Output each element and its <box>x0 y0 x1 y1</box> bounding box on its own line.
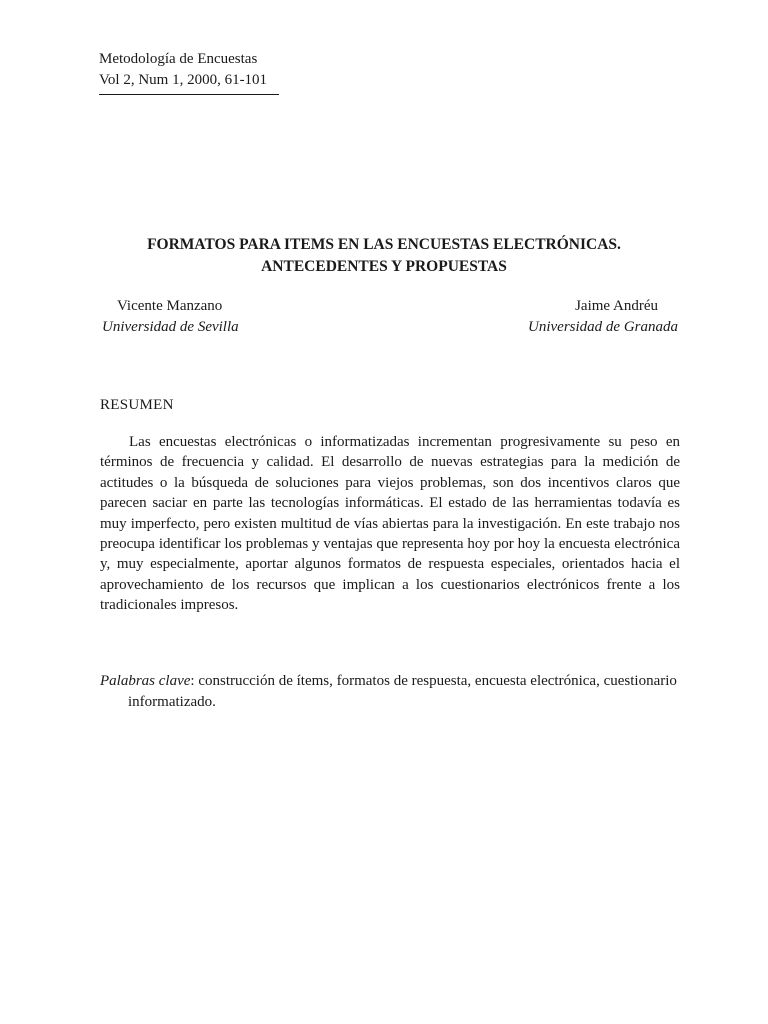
article-title-line-1: FORMATOS PARA ITEMS EN LAS ENCUESTAS ELECTRÓNICAS. <box>147 236 621 253</box>
keywords <box>100 671 708 712</box>
author-block-1 <box>102 296 239 338</box>
article-title-line-2: ANTECEDENTES Y PROPUESTAS <box>261 258 507 275</box>
author-name: Jaime Andréu <box>575 298 658 314</box>
journal-header <box>99 49 279 95</box>
article-title <box>0 234 768 278</box>
author-block-2 <box>528 296 678 338</box>
abstract-text: Las encuestas electrónicas o informatizadas incrementan progresivamente su peso en términos de frecuencia y calidad. El desarrollo de nuevas estrategias para la medición de actitudes o la búsqueda de soluciones para viejos problemas, son dos incentivos claros que parecen saciar en parte las tecnologías informáticas. El estado de las herramientas todavía es muy imperfecto, pero existen multitud de vías abiertas para la investigación. En este trabajo nos preocupa identificar los problemas y ventajas que representa hoy por hoy la encuesta electrónica y, muy especialmente, aportar algunos formatos de respuesta especiales, orientados hacia el aprovechamiento de los recursos que implican a los cuestionarios electrónicos frente a los tradicionales impresos. <box>100 434 680 614</box>
abstract-heading: RESUMEN <box>100 397 174 413</box>
author-name: Vicente Manzano <box>117 298 223 314</box>
journal-volume: Vol 2, Num 1, 2000, 61-101 <box>99 72 268 88</box>
keywords-text: : construcción de ítems, formatos de respuesta, encuesta electrónica, cuestionario informatizado. <box>128 673 677 710</box>
keywords-label: Palabras clave <box>100 673 191 689</box>
journal-name: Metodología de Encuestas <box>99 51 258 67</box>
author-affiliation: Universidad de Granada <box>528 319 678 335</box>
author-affiliation: Universidad de Sevilla <box>102 319 239 335</box>
header-rule <box>99 94 279 95</box>
